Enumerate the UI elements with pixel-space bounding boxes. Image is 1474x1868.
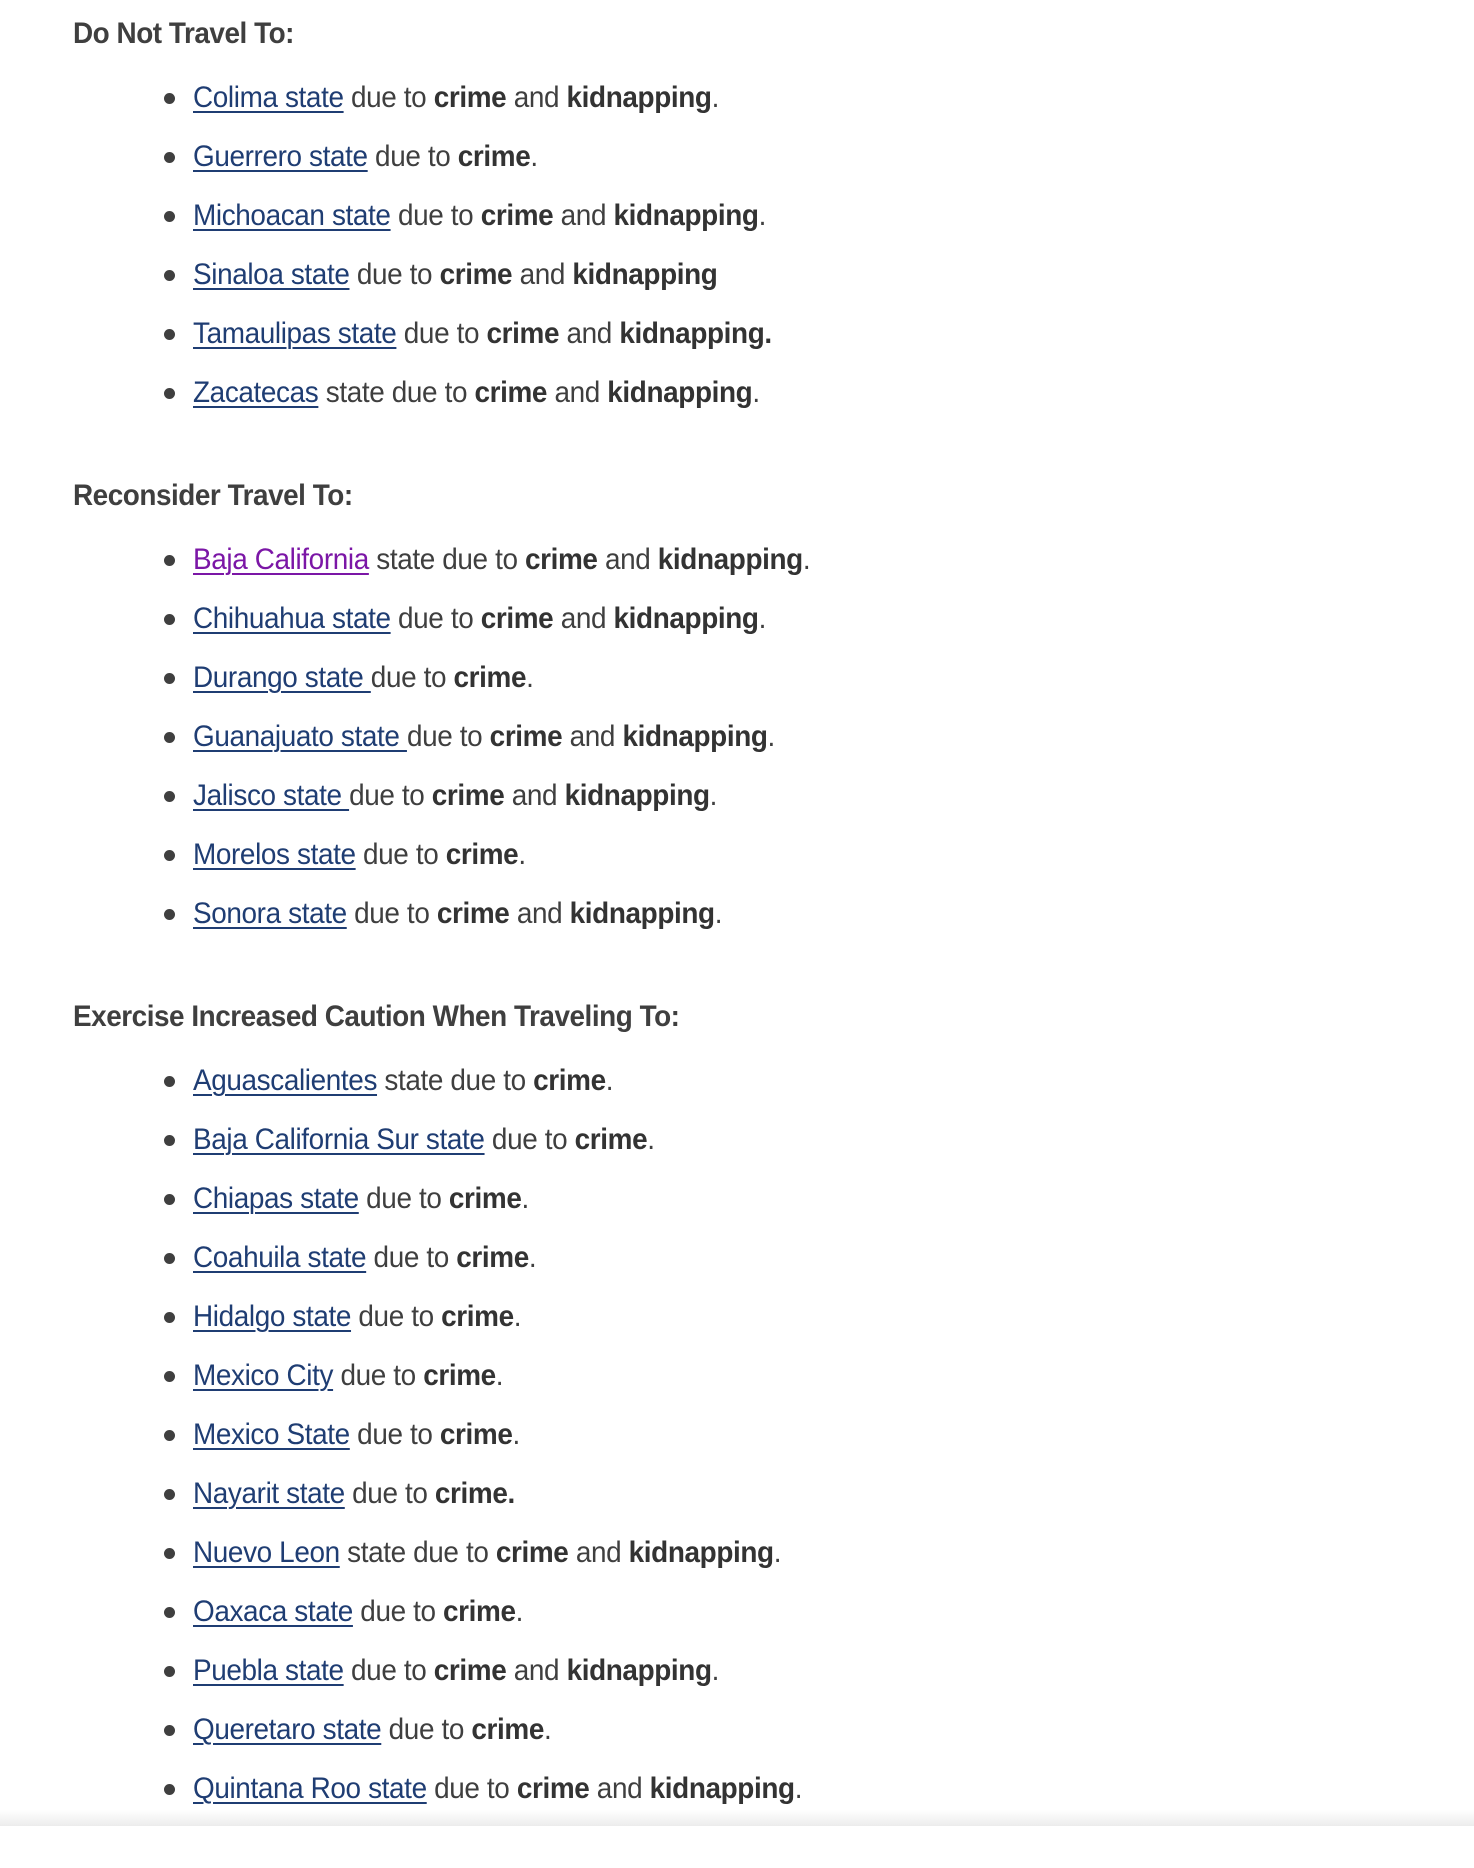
text: . xyxy=(752,376,760,409)
list-item xyxy=(73,1238,1403,1297)
list-item xyxy=(73,373,1403,432)
risk-kidnapping: kidnapping. xyxy=(619,317,772,350)
state-link[interactable]: Tamaulipas state xyxy=(193,317,397,350)
text: . xyxy=(521,1182,529,1215)
list-item xyxy=(73,1592,1403,1651)
text: due to xyxy=(406,720,490,753)
text: due to xyxy=(390,602,481,635)
risk-crime: crime xyxy=(524,543,598,576)
risk-crime: crime xyxy=(433,1654,507,1687)
list-item xyxy=(73,1356,1403,1415)
list-item xyxy=(73,1651,1403,1710)
state-link[interactable]: Coahuila state xyxy=(193,1241,367,1274)
state-link[interactable]: Durango state xyxy=(193,661,371,694)
state-link[interactable]: Baja California Sur state xyxy=(193,1123,485,1156)
list-item xyxy=(73,1415,1403,1474)
list-item xyxy=(73,894,1403,953)
risk-crime: crime xyxy=(471,1713,544,1746)
state-link[interactable]: Nayarit state xyxy=(193,1477,345,1510)
text: state due to xyxy=(377,1064,534,1097)
text: and xyxy=(547,376,608,409)
list-item xyxy=(73,599,1403,658)
text: . xyxy=(758,602,766,635)
text: . xyxy=(526,661,534,694)
text: and xyxy=(504,779,565,812)
state-link[interactable]: Zacatecas xyxy=(193,376,319,409)
risk-kidnapping: kidnapping xyxy=(613,602,759,635)
text: due to xyxy=(349,1418,440,1451)
state-link[interactable]: Baja California xyxy=(193,543,369,576)
state-link[interactable]: Chihuahua state xyxy=(193,602,391,635)
risk-kidnapping: kidnapping xyxy=(622,720,768,753)
text: . xyxy=(767,720,775,753)
text: state due to xyxy=(368,543,525,576)
bullet-icon xyxy=(164,614,175,625)
bullet-icon xyxy=(164,211,175,222)
text: due to xyxy=(426,1772,517,1805)
bullet-icon xyxy=(164,909,175,920)
text: and xyxy=(512,258,573,291)
state-link[interactable]: Queretaro state xyxy=(193,1713,382,1746)
state-link[interactable]: Quintana Roo state xyxy=(193,1772,427,1805)
bullet-icon xyxy=(164,1784,175,1795)
list-item xyxy=(73,1297,1403,1356)
risk-kidnapping: kidnapping xyxy=(607,376,753,409)
text: and xyxy=(553,602,614,635)
risk-crime: crime xyxy=(433,81,507,114)
bullet-icon xyxy=(164,152,175,163)
text: and xyxy=(562,720,623,753)
bullet-icon xyxy=(164,1607,175,1618)
risk-kidnapping: kidnapping xyxy=(628,1536,774,1569)
risk-kidnapping: kidnapping xyxy=(649,1772,795,1805)
text: due to xyxy=(346,897,437,930)
bullet-icon xyxy=(164,329,175,340)
list-item xyxy=(73,196,1403,255)
list-item xyxy=(73,314,1403,373)
text: and xyxy=(597,543,658,576)
state-link[interactable]: Guanajuato state xyxy=(193,720,407,753)
text: due to xyxy=(366,1241,457,1274)
bullet-icon xyxy=(164,732,175,743)
risk-crime: crime xyxy=(480,602,554,635)
text: due to xyxy=(381,1713,472,1746)
risk-crime: crime xyxy=(486,317,560,350)
bullet-icon xyxy=(164,1666,175,1677)
text: . xyxy=(794,1772,803,1805)
text: . xyxy=(647,1123,655,1156)
state-link[interactable]: Mexico City xyxy=(193,1359,334,1392)
list-item xyxy=(73,1061,1403,1120)
text: . xyxy=(758,199,766,232)
state-link[interactable]: Chiapas state xyxy=(193,1182,359,1215)
text: and xyxy=(559,317,620,350)
state-link[interactable]: Guerrero state xyxy=(193,140,368,173)
section-heading-reconsider-travel: Reconsider Travel To: xyxy=(73,479,353,512)
text: due to xyxy=(484,1123,575,1156)
text: due to xyxy=(343,81,434,114)
risk-kidnapping: kidnapping xyxy=(657,543,803,576)
section-heading-increased-caution: Exercise Increased Caution When Traveling To: xyxy=(73,1000,680,1033)
bullet-icon xyxy=(164,1135,175,1146)
list-item xyxy=(73,1179,1403,1238)
risk-crime: crime xyxy=(423,1359,496,1392)
risk-kidnapping: kidnapping xyxy=(613,199,759,232)
bullet-icon xyxy=(164,1430,175,1441)
increased-caution-list xyxy=(73,1061,1403,1828)
risk-crime: crime xyxy=(443,1595,516,1628)
text: due to xyxy=(355,838,446,871)
risk-crime: crime xyxy=(495,1536,569,1569)
state-link[interactable]: Jalisco state xyxy=(193,779,350,812)
do-not-travel-list xyxy=(73,78,1403,432)
list-item xyxy=(73,1120,1403,1179)
bullet-icon xyxy=(164,270,175,281)
text: state due to xyxy=(318,376,475,409)
state-link[interactable]: Mexico State xyxy=(193,1418,350,1451)
text: . xyxy=(518,838,526,871)
text: . xyxy=(513,1300,522,1333)
bullet-icon xyxy=(164,1253,175,1264)
text: . xyxy=(709,779,718,812)
text: . xyxy=(543,1713,552,1746)
state-link[interactable]: Nuevo Leon xyxy=(193,1536,340,1569)
text: . xyxy=(512,1418,520,1451)
bullet-icon xyxy=(164,1312,175,1323)
text: . xyxy=(711,81,719,114)
text: . xyxy=(711,1654,720,1687)
risk-crime: crime xyxy=(448,1182,522,1215)
text: . xyxy=(495,1359,504,1392)
text: due to xyxy=(352,1595,444,1628)
section-heading-do-not-travel: Do Not Travel To: xyxy=(73,17,294,50)
text: due to xyxy=(358,1182,449,1215)
text: due to xyxy=(351,1300,442,1333)
text: . xyxy=(515,1595,524,1628)
text: due to xyxy=(390,199,481,232)
text: due to xyxy=(396,317,487,350)
risk-kidnapping: kidnapping xyxy=(572,258,718,291)
bullet-icon xyxy=(164,93,175,104)
text: due to xyxy=(367,140,458,173)
text: due to xyxy=(344,1477,435,1510)
state-link[interactable]: Puebla state xyxy=(193,1654,344,1687)
reconsider-travel-list xyxy=(73,540,1403,953)
bullet-icon xyxy=(164,1076,175,1087)
risk-crime: crime xyxy=(453,661,527,694)
text: . xyxy=(773,1536,782,1569)
list-item xyxy=(73,1533,1403,1592)
bullet-icon xyxy=(164,673,175,684)
risk-crime: crime xyxy=(445,838,519,871)
text: and xyxy=(506,81,567,114)
risk-kidnapping: kidnapping xyxy=(566,81,712,114)
risk-crime: crime xyxy=(574,1123,648,1156)
risk-crime: crime xyxy=(439,258,513,291)
text: due to xyxy=(349,779,432,812)
text: due to xyxy=(349,258,440,291)
text: and xyxy=(553,199,614,232)
list-item xyxy=(73,835,1403,894)
bullet-icon xyxy=(164,1371,175,1382)
list-item xyxy=(73,658,1403,717)
risk-crime: crime. xyxy=(434,1477,515,1510)
text: . xyxy=(605,1064,614,1097)
text: due to xyxy=(343,1654,434,1687)
text: state due to xyxy=(339,1536,496,1569)
list-item xyxy=(73,1710,1403,1769)
state-link[interactable]: Morelos state xyxy=(193,838,356,871)
list-item xyxy=(73,78,1403,137)
advisory-content xyxy=(73,10,1403,1868)
risk-crime: crime xyxy=(516,1772,590,1805)
text: . xyxy=(714,897,723,930)
bullet-icon xyxy=(164,1194,175,1205)
list-item xyxy=(73,717,1403,776)
scroll-shadow xyxy=(0,1810,1474,1826)
text: . xyxy=(530,140,538,173)
risk-crime: crime xyxy=(533,1064,606,1097)
list-item xyxy=(73,137,1403,196)
state-link[interactable]: Aguascalientes xyxy=(193,1064,378,1097)
risk-crime: crime xyxy=(431,779,505,812)
risk-crime: crime xyxy=(439,1418,513,1451)
state-link[interactable]: Sonora state xyxy=(193,897,347,930)
state-link[interactable]: Oaxaca state xyxy=(193,1595,353,1628)
bullet-icon xyxy=(164,388,175,399)
state-link[interactable]: Michoacan state xyxy=(193,199,391,232)
bullet-icon xyxy=(164,1489,175,1500)
risk-crime: crime xyxy=(441,1300,514,1333)
text: and xyxy=(509,897,570,930)
bullet-icon xyxy=(164,850,175,861)
risk-kidnapping: kidnapping xyxy=(569,897,715,930)
risk-crime: crime xyxy=(480,199,554,232)
risk-crime: crime xyxy=(474,376,548,409)
bullet-icon xyxy=(164,1725,175,1736)
list-item xyxy=(73,1474,1403,1533)
risk-crime: crime xyxy=(436,897,510,930)
risk-crime: crime xyxy=(456,1241,529,1274)
text: due to xyxy=(333,1359,424,1392)
risk-kidnapping: kidnapping xyxy=(564,779,710,812)
text: . xyxy=(802,543,811,576)
text: due to xyxy=(370,661,454,694)
state-link[interactable]: Hidalgo state xyxy=(193,1300,352,1333)
text: . xyxy=(528,1241,537,1274)
list-item xyxy=(73,540,1403,599)
text: and xyxy=(568,1536,629,1569)
text: and xyxy=(589,1772,650,1805)
list-item xyxy=(73,255,1403,314)
state-link[interactable]: Sinaloa state xyxy=(193,258,350,291)
risk-kidnapping: kidnapping xyxy=(566,1654,712,1687)
state-link[interactable]: Colima state xyxy=(193,81,344,114)
text: and xyxy=(506,1654,567,1687)
bullet-icon xyxy=(164,1548,175,1559)
bullet-icon xyxy=(164,791,175,802)
bullet-icon xyxy=(164,555,175,566)
risk-crime: crime xyxy=(489,720,563,753)
risk-crime: crime xyxy=(457,140,531,173)
list-item xyxy=(73,776,1403,835)
